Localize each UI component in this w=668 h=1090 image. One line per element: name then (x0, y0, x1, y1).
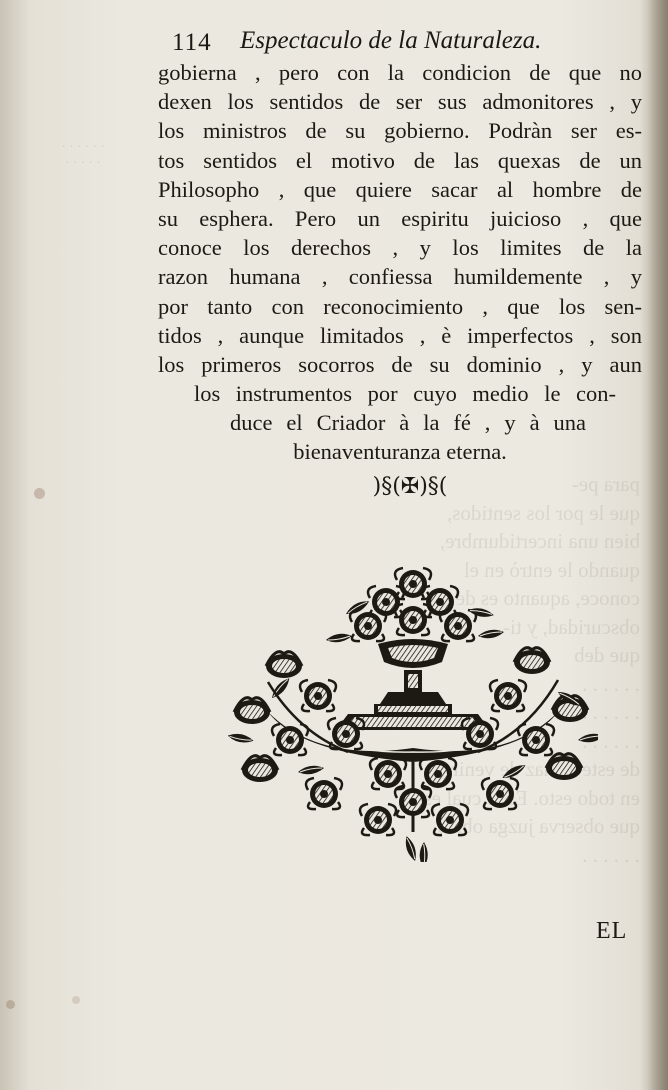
catchword: EL (596, 918, 628, 944)
text-line: tidos , aunque limitados , è imperfectos , son (158, 322, 642, 348)
text-line: tos sentidos el motivo de las quexas de un (158, 147, 642, 173)
left-spray (228, 652, 364, 809)
foxing-spot (34, 488, 45, 499)
show-through-text: para pe- que le por los sentidos, bien una incertidumbre, quando le entrò en el conoce, aquanto es de obscuridad, y ti- que deb . . . . . . . . . . . . . . . de este haz de venir en todo esto. Es cual es que observa juzga . . . . . . (423, 472, 640, 867)
text-line: conoce los derechos , y los limites de la (158, 235, 642, 261)
running-header (172, 26, 612, 60)
text-line: dexen los sentidos de ser sus admonitores , y (158, 89, 642, 115)
text-line: gobierna , pero con la condicion de que no (158, 60, 642, 85)
floral-urn-vignette (228, 562, 598, 862)
text-line: duce el Criador à la fé , y à una (230, 410, 586, 436)
foxing-spot (6, 1000, 15, 1009)
text-line: Philosopho , que quiere sacar al hombre de (158, 176, 642, 202)
spine-shadow (648, 0, 668, 1090)
foxing-spot (72, 996, 80, 1004)
central-bouquet (326, 568, 504, 642)
right-spray (462, 648, 598, 809)
text-line: los primeros socorros de su dominio , y aun (158, 351, 642, 377)
urn (336, 639, 490, 730)
text-line: su esphera. Pero un espiritu juicioso , que (158, 205, 642, 231)
text-line: los ministros de su gobierno. Podràn ser es- (158, 118, 642, 144)
text-line: por tanto con reconocimiento , que los sen- (158, 293, 642, 319)
text-line-final: bienaventuranza eterna. (293, 439, 507, 465)
text-line: los instrumentos por cuyo medio le con- (194, 381, 616, 407)
ornament-divider: )§(✠)§( (372, 474, 448, 499)
text-line: razon humana , confiessa humildemente , y (158, 264, 642, 290)
running-title: Espectaculo de la Naturaleza. (240, 27, 542, 54)
body-text (158, 58, 642, 467)
margin-ghost-mark: · · · · · · · · · · · (62, 142, 106, 169)
page-number: 114 (172, 29, 212, 56)
